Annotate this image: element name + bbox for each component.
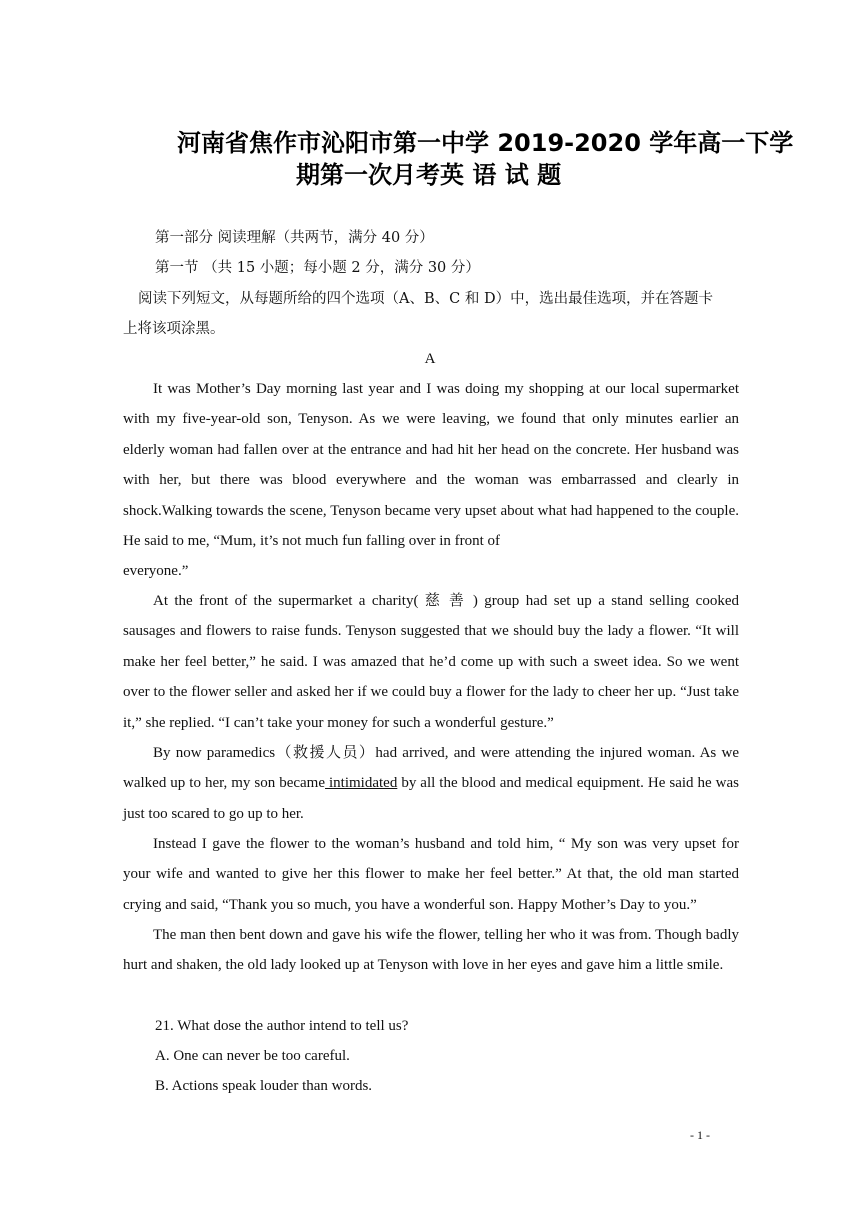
paragraph-3 [123, 738, 739, 829]
passage-label: A [424, 351, 436, 367]
paragraph-3-start: By now paramedics（救援人员）had arrived, and were attending the injured woman. As we walked up to her, my son became [123, 745, 739, 792]
instruction-line-2: 上将该项涂黑。 [123, 321, 225, 337]
paragraph-3-rest: by all the blood and medical equipment. He said he was just too scared to go up to her. [123, 775, 740, 822]
question-stem: 21. What dose the author intend to tell us? [155, 1018, 409, 1034]
option-a: A. One can never be too careful. [155, 1048, 350, 1064]
paragraph-1: It was Mother’s Day morning last year and I was doing my shopping at our local supermarket with my five-year-old son, Tenyson. As we were leaving, we found that only minutes earlier an elderly woman had fallen over at the entrance and had hit her head on the concrete. Her husband was with her, but there was blood everywhere and the woman was embarrassed and clearly in shock.Walking towards the scene, Tenyson became very upset about what had happened to the couple. He said to me, “Mum, it’s not much fun falling over in front of [123, 381, 739, 550]
title-line-2: 期第一次月考英 语 试 题 [296, 161, 562, 189]
paragraph-4: Instead I gave the flower to the woman’s husband and told him, “ My son was very upset for your wife and wanted to give her this flower to make her feel better.” At that, the old man started crying and said, “Thank you so much, you have a wonderful son. Happy Mother’s Day to you.” [123, 836, 739, 913]
underlined-word: intimidated [325, 775, 398, 792]
paragraph-2: At the front of the supermarket a charity( 慈 善 ) group had set up a stand selling cooked sausages and flowers to raise funds. Tenyson suggested that we should buy the lady a flower. “It will make her feel better,” he said. I was amazed that he’d come up with such a sweet idea. So we went over to the flower seller and asked her if we could buy a flower for the lady to cheer her up. “Just take it,” she replied. “I can’t take your money for such a wonderful gesture.” [123, 593, 739, 731]
title-line-1: 河南省焦作市沁阳市第一中学 2019-2020 学年高一下学 [177, 129, 794, 157]
paragraph-1-end: everyone.” [123, 563, 189, 579]
page-number: - 1 - [690, 1128, 710, 1142]
paragraph-5: The man then bent down and gave his wife the flower, telling her who it was from. Though badly hurt and shaken, the old lady looked up at Tenyson with love in her eyes and gave him a little smile. [123, 927, 739, 974]
subsection-heading: 第一节 （共 15 小题；每小题 2 分，满分 30 分） [155, 260, 480, 276]
part-heading: 第一部分 阅读理解（共两节，满分 40 分） [155, 230, 434, 246]
option-b: B. Actions speak louder than words. [155, 1078, 373, 1094]
instruction-line-1: 阅读下列短文，从每题所给的四个选项（A、B、C 和 D）中，选出最佳选项，并在答题卡 [138, 291, 714, 307]
